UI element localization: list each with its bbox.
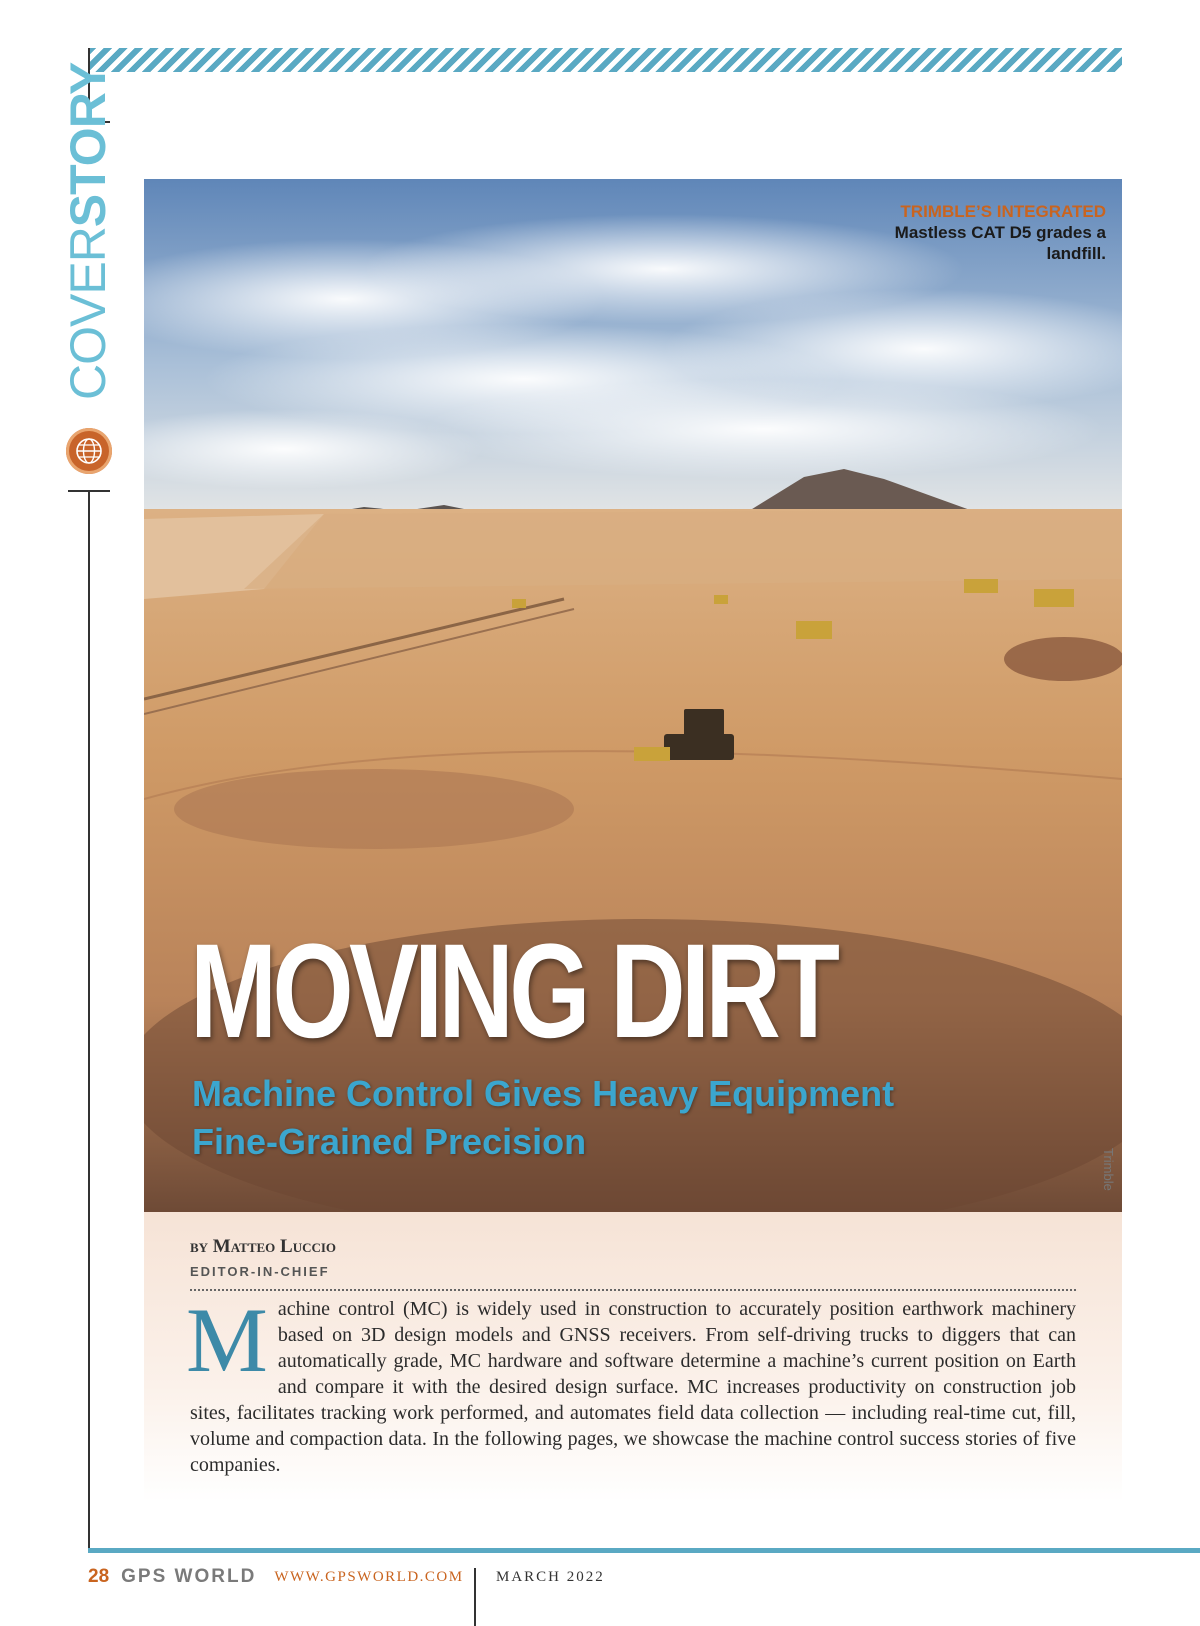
photo-caption	[895, 201, 1106, 264]
section-label	[62, 63, 114, 400]
subhead-line-1: Machine Control Gives Heavy Equipment	[192, 1073, 895, 1114]
photo-credit: Trimble	[1101, 1148, 1116, 1191]
section-label-cover: COVER	[60, 227, 116, 400]
page-number: 28	[88, 1566, 110, 1587]
magazine-name: GPS WORLD	[121, 1566, 257, 1587]
issue-date: MARCH 2022	[496, 1569, 605, 1585]
byline: by Matteo Luccio	[190, 1236, 337, 1257]
magazine-url[interactable]: WWW.GPSWORLD.COM	[274, 1568, 464, 1585]
footer-rule	[88, 1548, 1200, 1553]
author-role: EDITOR-IN-CHIEF	[190, 1264, 330, 1279]
header-hatch-bar	[88, 48, 1122, 72]
globe-icon	[66, 428, 112, 474]
headline: MOVING DIRT	[190, 917, 836, 1066]
caption-body-line-2: landfill.	[1046, 244, 1106, 263]
subhead	[192, 1070, 952, 1166]
footer-divider	[474, 1568, 476, 1626]
article-body	[186, 1289, 1076, 1478]
caption-body-line-1: Mastless CAT D5 grades a	[894, 223, 1106, 242]
subhead-line-2: Fine-Grained Precision	[192, 1121, 587, 1162]
section-label-story: STORY	[60, 62, 116, 228]
left-margin-rule-lower	[88, 490, 90, 1550]
page-footer	[88, 1562, 464, 1592]
dotted-divider	[190, 1289, 1076, 1291]
article-body-text: achine control (MC) is widely used in construction to accurately position earthwork machinery based on 3D design models and GNSS receivers. From self-driving trucks to diggers that can automatically grade, MC hardware and software determine a machine’s current position on Earth and compare it with the desired design surface. MC increases productivity on construction job sites, facilitates tracking work performed, and automates field data collection — including real-time cut, fill, volume and compaction data. In the following pages, we showcase the machine control success stories of five companies.	[190, 1298, 1076, 1476]
caption-lead: TRIMBLE’S INTEGRATED	[900, 202, 1106, 221]
left-margin-tick-lower	[68, 490, 110, 492]
drop-cap: M	[186, 1289, 268, 1391]
